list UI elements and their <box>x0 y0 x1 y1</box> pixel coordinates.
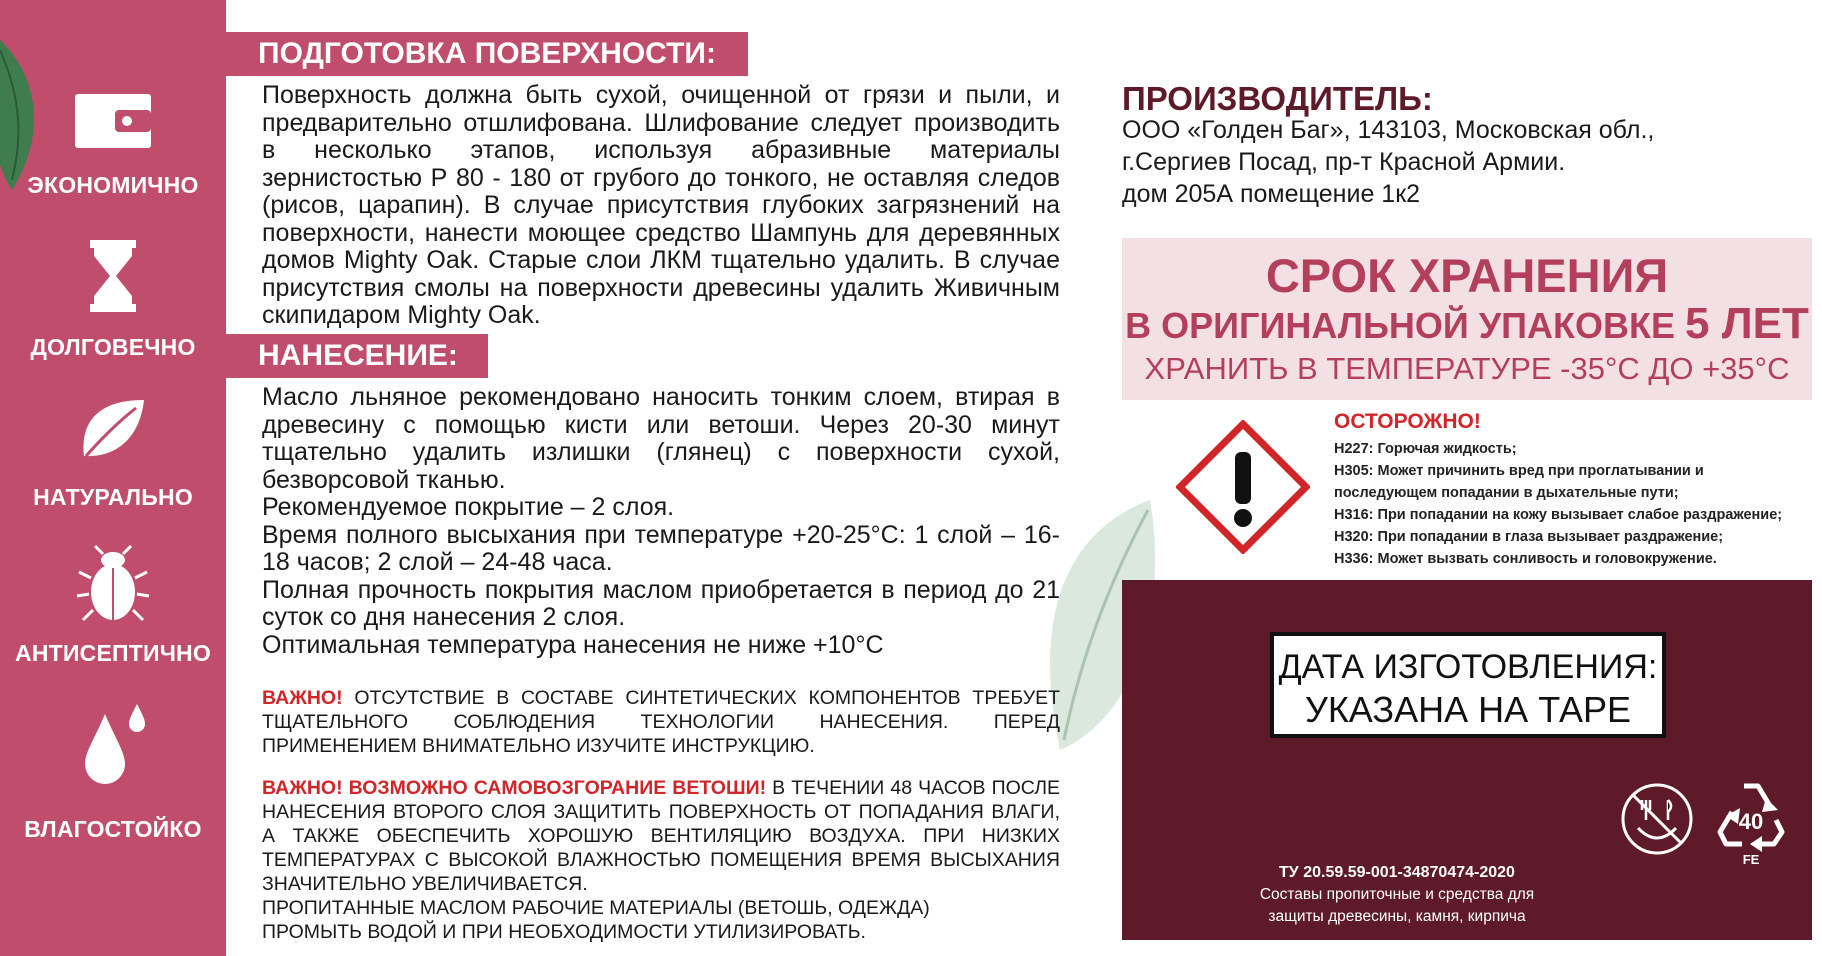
recycle-icon <box>1712 776 1790 866</box>
feature-label: НАТУРАЛЬНО <box>33 484 193 510</box>
leaf-icon <box>78 398 148 462</box>
features-sidebar <box>0 0 226 956</box>
hazard-exclamation-icon <box>1176 420 1310 554</box>
producer-title: ПРОИЗВОДИТЕЛЬ: <box>1122 80 1433 117</box>
feature-label: ДОЛГОВЕЧНО <box>30 334 196 360</box>
footer-line: защиты древесины, камня, кирпича <box>1268 908 1526 925</box>
application-block <box>262 384 1060 659</box>
beetle-icon <box>75 544 151 624</box>
hazard-statement: Н227: Горючая жидкость; <box>1334 441 1517 457</box>
manufacture-date-label: ДАТА ИЗГОТОВЛЕНИЯ: <box>1278 648 1658 686</box>
important-disposal-1: ПРОПИТАННЫЕ МАСЛОМ РАБОЧИЕ МАТЕРИАЛЫ (ВЕТОШЬ, ОДЕЖДА) <box>262 897 930 919</box>
hourglass-icon <box>88 240 138 312</box>
application-text: Масло льняное рекомендовано наносить тонким слоем, втирая в древесину с помощью кисти или ветоши. Через 20-30 минут тщательно удалить излишки (глянец) с поверхности сухой, безворсовой тканью. <box>262 383 1060 494</box>
important-label: ВАЖНО! ВОЗМОЖНО САМОВОЗГОРАНИЕ ВЕТОШИ! <box>262 777 767 799</box>
not-for-food-icon <box>1618 780 1696 858</box>
application-heading: НАНЕСЕНИЕ: <box>226 334 488 378</box>
manufacture-date-box <box>1270 632 1666 738</box>
important-text: ОТСУТСТВИЕ В СОСТАВЕ СИНТЕТИЧЕСКИХ КОМПОНЕНТОВ ТРЕБУЕТ ТЩАТЕЛЬНОГО СОБЛЮДЕНИЯ ТЕХНОЛОГИИ НАНЕСЕНИЯ. ПЕРЕД ПРИМЕНЕНИЕМ ВНИМАТЕЛЬНО ИЗУЧИТЕ ИНСТРУКЦИЮ. <box>262 687 1061 757</box>
footer-info <box>1122 862 1672 928</box>
important-label: ВАЖНО! <box>262 687 343 709</box>
preparation-text: Поверхность должна быть сухой, очищенной от грязи и пыли, и предварительно отшлифована. Шлифование следует производить в несколько этапов, используя абразивные материалы зернистостью Р 80 - 180 от грубого до тонкого, не оставляя следов (рисов, царапин). В случае присутствия глубоких загрязнений на поверхности, нанести моющее средство Шампунь для деревянных домов Mighty Oak. Старые слои ЛКМ тщательно удалить. В случае присутствия смолы на поверхности древесины удалить Живичным скипидаром Mighty Oak. <box>262 81 1060 329</box>
footer-line: Составы пропиточные и средства для <box>1259 886 1535 903</box>
feature-antiseptic <box>0 544 226 667</box>
feature-economical <box>0 92 226 199</box>
storage-title: СРОК ХРАНЕНИЯ <box>1265 249 1669 302</box>
storage-subtitle-text: В ОРИГИНАЛЬНОЙ УПАКОВКЕ <box>1125 305 1676 346</box>
storage-years: 5 ЛЕТ <box>1685 299 1809 348</box>
important-text: В ТЕЧЕНИИ 48 ЧАСОВ ПОСЛЕ НАНЕСЕНИЯ ВТОРОГО СЛОЯ ЗАЩИТИТЬ ПОВЕРХНОСТЬ ОТ ПОПАДАНИЯ ВЛАГИ, А ТАКЖЕ ОБЕСПЕЧИТЬ ХОРОШУЮ ВЕНТИЛЯЦИЮ ВОЗДУХА. ПРИ НИЗКИХ ТЕМПЕРАТУРАХ С ВЫСОКОЙ ВЛАЖНОСТЬЮ ПОМЕЩЕНИЯ ВРЕМЯ ВЫСЫХАНИЯ ЗНАЧИТЕЛЬНО УВЕЛИЧИВАЕТСЯ. <box>262 777 1061 895</box>
hazard-list <box>1334 438 1804 570</box>
hazard-statement: Н305: Может причинить вред при проглатывании и <box>1334 463 1704 479</box>
manufacture-date-value: УКАЗАНА НА ТАРЕ <box>1304 689 1632 730</box>
feature-durable <box>0 240 226 361</box>
application-drying: Время полного высыхания при температуре +20-25°С: 1 слой – 16-18 часов; 2 слой – 24-48 часа. <box>262 520 1060 576</box>
producer-address <box>1122 114 1654 210</box>
feature-label: ВЛАГОСТОЙКО <box>24 816 202 842</box>
warning-title: ОСТОРОЖНО! <box>1334 410 1481 433</box>
storage-subtitle <box>1122 299 1812 348</box>
application-coats: Рекомендуемое покрытие – 2 слоя. <box>262 493 675 521</box>
recycle-code: 40 <box>1738 809 1764 834</box>
application-strength: Полная прочность покрытия маслом приобретается в период до 21 суток со дня нанесения 2 слоя. <box>262 575 1060 631</box>
producer-line: г.Сергиев Посад, пр-т Красной Армии. <box>1122 148 1566 176</box>
feature-natural <box>0 398 226 511</box>
feature-moisture-resistant <box>0 704 226 843</box>
important-note-2 <box>262 776 1060 944</box>
application-temperature: Оптимальная температура нанесения не ниже +10°С <box>262 630 884 659</box>
hazard-statement: Н316: При попадании на кожу вызывает слабое раздражение; <box>1334 507 1783 523</box>
producer-line: дом 205А помещение 1к2 <box>1122 180 1421 208</box>
info-panel <box>1122 580 1812 940</box>
storage-panel <box>1122 238 1812 400</box>
tu-number: ТУ 20.59.59-001-34870474-2020 <box>1279 864 1515 881</box>
producer-line: ООО «Голден Баг», 143103, Московская обл., <box>1122 116 1655 144</box>
important-note-1 <box>262 686 1060 758</box>
water-drops-icon <box>75 704 151 790</box>
hazard-statement: Н336: Может вызвать сонливость и головокружение. <box>1334 551 1717 567</box>
feature-label: АНТИСЕПТИЧНО <box>15 640 211 666</box>
preparation-heading: ПОДГОТОВКА ПОВЕРХНОСТИ: <box>226 32 748 76</box>
hazard-statement: последующем попадании в дыхательные пути; <box>1334 485 1679 501</box>
feature-label: ЭКОНОМИЧНО <box>27 172 199 198</box>
storage-temperature: ХРАНИТЬ В ТЕМПЕРАТУРЕ -35°С ДО +35°С <box>1144 351 1790 386</box>
important-disposal-2: ПРОМЫТЬ ВОДОЙ И ПРИ НЕОБХОДИМОСТИ УТИЛИЗИРОВАТЬ. <box>262 921 866 943</box>
recycle-material: FE <box>1742 852 1760 866</box>
wallet-icon <box>73 92 153 150</box>
hazard-statement: Н320: При попадании в глаза вызывает раздражение; <box>1334 529 1724 545</box>
